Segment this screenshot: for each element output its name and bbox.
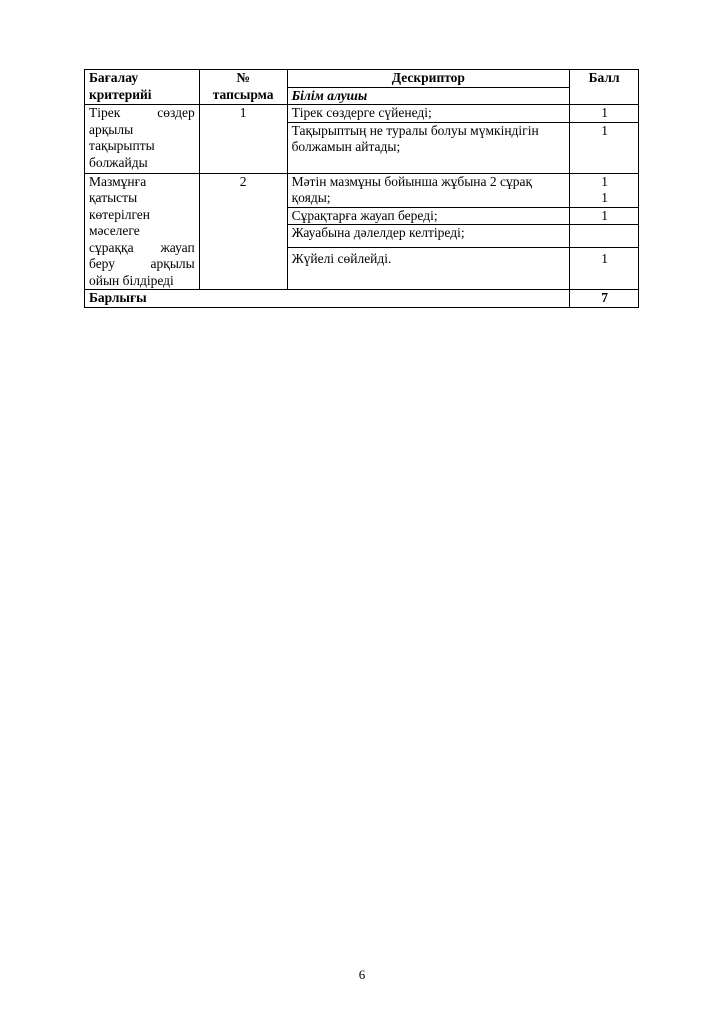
total-value: 7	[570, 290, 639, 308]
descriptor-cell	[287, 173, 570, 207]
criterion-line: Тірек сөздер	[89, 105, 195, 120]
page-number: 6	[358, 967, 366, 982]
header-task-no-line: №	[236, 70, 250, 85]
criterion-line: ойын білдіреді	[89, 272, 174, 288]
assessment-rubric-table	[84, 69, 639, 308]
table-row	[85, 173, 639, 207]
task-number-cell: 2	[199, 173, 287, 290]
criterion-line: болжайды	[89, 154, 148, 170]
header-task-no-line: тапсырма	[212, 86, 274, 102]
score-cell: 1	[570, 105, 639, 123]
criterion-cell	[85, 173, 200, 290]
header-criterion	[85, 70, 200, 105]
descriptor-cell: Тірек сөздерге сүйенеді;	[287, 105, 570, 123]
descriptor-line: Мәтін мазмұны бойынша жұбына 2 сұрақ	[291, 173, 533, 189]
score-value: 1	[601, 173, 608, 189]
descriptor-line: болжамын айтады;	[291, 139, 401, 154]
descriptor-cell: Сұрақтарға жауап береді;	[287, 207, 570, 225]
header-criterion-line: Бағалау	[89, 70, 139, 85]
task-number-cell: 1	[199, 105, 287, 174]
table-row	[85, 105, 639, 123]
score-cell: 1	[570, 207, 639, 225]
total-row	[85, 290, 639, 308]
header-criterion-line: критерийі	[89, 86, 152, 102]
criterion-line: беру арқылы	[89, 256, 195, 271]
criterion-line: сұраққа жауап	[89, 239, 195, 255]
score-cell	[570, 173, 639, 207]
header-descriptor: Дескриптор	[287, 70, 570, 88]
descriptor-line: Тақырыптың не туралы болуы мүмкіндігін	[291, 122, 539, 138]
descriptor-line: қояды;	[291, 190, 331, 205]
score-cell: 1	[570, 122, 639, 173]
criterion-line: Мазмұнға	[89, 173, 147, 189]
score-cell	[570, 225, 639, 248]
descriptor-cell: Жауабына дәлелдер келтіреді;	[287, 225, 570, 248]
criterion-line: қатысты	[89, 190, 138, 205]
header-score: Балл	[570, 70, 639, 105]
score-value: 1	[601, 190, 608, 205]
table-header-row	[85, 70, 639, 88]
subheader-learner: Білім алушы	[287, 87, 570, 105]
criterion-line: мәселеге	[89, 223, 140, 238]
score-cell: 1	[570, 248, 639, 290]
criterion-line: көтерілген	[89, 206, 151, 222]
criterion-line: арқылы	[89, 121, 134, 137]
descriptor-cell	[287, 122, 570, 173]
total-label: Барлығы	[85, 290, 570, 308]
header-task-no	[199, 70, 287, 105]
criterion-line: тақырыпты	[89, 138, 155, 153]
criterion-cell	[85, 105, 200, 174]
descriptor-cell: Жүйелі сөйлейді.	[287, 248, 570, 290]
